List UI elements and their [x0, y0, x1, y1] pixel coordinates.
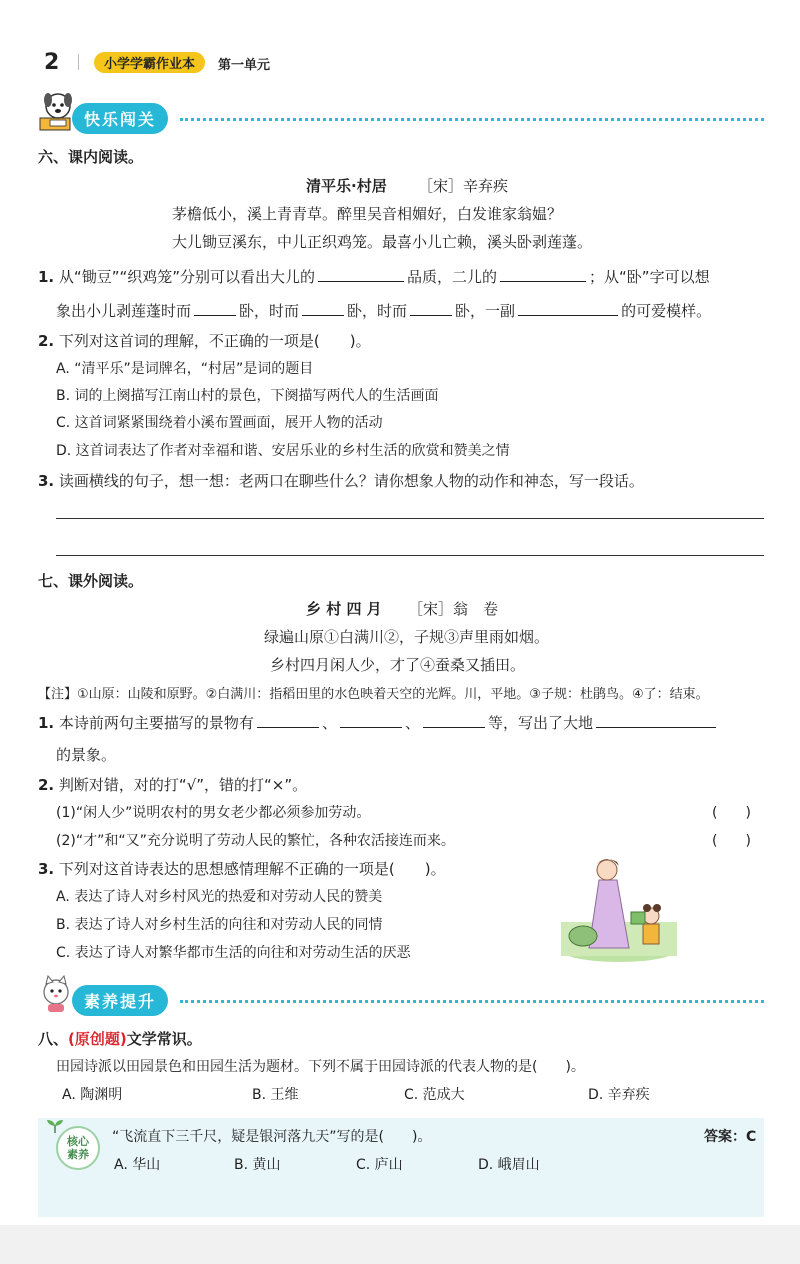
core-option-c[interactable]: C. 庐山 [356, 1157, 403, 1173]
q7-item3-stem [38, 858, 446, 879]
q6-item1-text: 品质，二儿的 [407, 268, 498, 286]
q6-item1-text: 象出小儿剥莲蓬时而 [56, 302, 192, 320]
q6-item2-text: 下列对这首词的理解，不正确的一项是( )。 [58, 332, 371, 350]
q6-option-b[interactable]: B. 词的上阕描写江南山村的景色，下阕描写两代人的生活画面 [56, 388, 439, 404]
writing-line[interactable] [56, 518, 764, 519]
q7-item1-text: 本诗前两句主要描写的景物有 [58, 714, 254, 732]
judge-answer-paren[interactable]: ( ) [712, 805, 751, 821]
answer-label: 答案： [704, 1129, 746, 1145]
q7-item1-line1 [38, 712, 719, 733]
q6-item1-text: 卧，时而 [347, 302, 408, 320]
q6-poem-line1: 茅檐低小，溪上青青草。醉里吴音相媚好，白发谁家翁媪？ [172, 205, 563, 223]
q6-item1-text: 从“锄豆”“织鸡笼”分别可以看出大儿的 [58, 268, 316, 286]
q8-option-a[interactable]: A. 陶渊明 [62, 1087, 123, 1103]
answer-blank[interactable] [518, 301, 618, 316]
answer-blank[interactable] [257, 713, 319, 728]
q7-item1-text: 、 [404, 714, 420, 732]
q7-item3-text: 下列对这首诗表达的思想感情理解不正确的一项是( )。 [58, 860, 446, 878]
q8-heading-text: 文学常识。 [126, 1030, 202, 1048]
header-divider [78, 54, 79, 70]
q8-option-d[interactable]: D. 辛弃疾 [588, 1087, 650, 1103]
writing-line[interactable] [56, 555, 764, 556]
q7-heading: 七、课外阅读。 [38, 572, 144, 590]
q7-option-b[interactable]: B. 表达了诗人对乡村生活的向往和对劳动人民的同情 [56, 917, 383, 933]
q6-item1-text: 的可爱模样。 [621, 302, 712, 320]
leaf-sprout-icon [46, 1118, 64, 1132]
q6-poem-author: ［宋］辛弃疾 [418, 177, 509, 195]
page-number: 2 [44, 50, 60, 75]
q8-stem: 田园诗派以田园景色和田园生活为题材。下列不属于田园诗派的代表人物的是( )。 [56, 1059, 585, 1075]
section-label-quality: 素养提升 [72, 985, 168, 1016]
q6-poem-line2: 大儿锄豆溪东，中儿正织鸡笼。最喜小儿亡赖，溪头卧剥莲蓬。 [172, 233, 593, 251]
q6-heading: 六、课内阅读。 [38, 148, 144, 166]
original-question-tag: (原创题) [68, 1030, 127, 1048]
core-option-d[interactable]: D. 峨眉山 [478, 1157, 540, 1173]
q6-item3-text: 读画横线的句子，想一想：老两口在聊些什么？请你想象人物的动作和神态，写一段话。 [58, 472, 644, 490]
section-divider [180, 118, 764, 121]
core-option-a[interactable]: A. 华山 [114, 1157, 161, 1173]
q6-item1-text: 卧，时而 [239, 302, 300, 320]
unit-label: 第一单元 [218, 58, 271, 73]
q8-num: 八、 [38, 1030, 69, 1048]
q7-statement-1: (1)“闲人少”说明农村的男女老少都必须参加劳动。 [56, 805, 371, 821]
q8-option-c[interactable]: C. 范成大 [404, 1087, 465, 1103]
q7-statement-2: (2)“才”和“又”充分说明了劳动人民的繁忙，各种农活接连而来。 [56, 833, 455, 849]
q6-item1-text: 卧，一副 [455, 302, 516, 320]
judge-answer-paren[interactable]: ( ) [712, 833, 751, 849]
q7-note: 【注】①山原：山陵和原野。②白满川：指稻田里的水色映着天空的光辉。川，平地。③子规：杜鹃鸟。④了：结束。 [38, 687, 709, 702]
answer-blank[interactable] [318, 267, 404, 282]
q6-item1-line2 [56, 300, 711, 321]
q8-heading [38, 1028, 202, 1049]
answer-blank[interactable] [194, 301, 236, 316]
q6-item3-num: 3. [38, 472, 55, 490]
q7-item1-num: 1. [38, 714, 55, 732]
q7-item1-line2: 的景象。 [56, 746, 117, 764]
q7-option-a[interactable]: A. 表达了诗人对乡村风光的热爱和对劳动人民的赞美 [56, 889, 383, 905]
q6-item2-num: 2. [38, 332, 55, 350]
q7-poem-line2: 乡村四月闲人少，才了④蚕桑又插田。 [270, 656, 526, 674]
q7-item1-text: 等，写出了大地 [487, 714, 593, 732]
answer-blank[interactable] [423, 713, 485, 728]
q7-item3-num: 3. [38, 860, 55, 878]
q8-option-b[interactable]: B. 王维 [252, 1087, 299, 1103]
answer-blank[interactable] [302, 301, 344, 316]
q7-item2-num: 2. [38, 776, 55, 794]
q7-poem-author: ［宋］翁 卷 [408, 600, 499, 618]
answer-blank[interactable] [596, 713, 716, 728]
core-literacy-badge [56, 1126, 100, 1170]
answer-blank[interactable] [500, 267, 586, 282]
q6-item1-text: ；从“卧”字可以想 [589, 268, 710, 286]
q6-item3-stem [38, 470, 644, 491]
book-title-badge: 小学学霸作业本 [94, 52, 205, 73]
cartoon-dog-reading-icon [38, 90, 78, 132]
q6-item1-num: 1. [38, 268, 55, 286]
q6-poem-title: 清平乐·村居 [306, 177, 387, 195]
q7-poem-title: 乡 村 四 月 [306, 600, 382, 618]
section-label-happy: 快乐闯关 [72, 103, 168, 134]
q7-item1-text: 、 [321, 714, 337, 732]
q6-option-a[interactable]: A. “清平乐”是词牌名，“村居”是词的题目 [56, 361, 314, 377]
q6-option-c[interactable]: C. 这首词紧紧围绕着小溪布置画面，展开人物的活动 [56, 415, 383, 431]
q7-poem-line1: 绿遍山原①白满川②，子规③声里雨如烟。 [264, 628, 550, 646]
page-bottom-margin [0, 1225, 800, 1264]
q6-item2-stem [38, 330, 371, 351]
answer-blank[interactable] [340, 713, 402, 728]
q7-option-c[interactable]: C. 表达了诗人对繁华都市生活的向往和对劳动生活的厌恶 [56, 945, 411, 961]
badge-text: 素养 [67, 1148, 89, 1161]
answer-display [704, 1126, 756, 1146]
answer-value: C [746, 1129, 757, 1145]
q7-item2-stem [38, 774, 307, 795]
answer-blank[interactable] [410, 301, 452, 316]
mother-and-child-picking-mulberry-illustration [559, 850, 679, 962]
cartoon-cat-icon [38, 974, 74, 1014]
core-option-b[interactable]: B. 黄山 [234, 1157, 281, 1173]
q6-item1-line1 [38, 266, 710, 287]
badge-text: 核心 [67, 1135, 89, 1148]
q6-option-d[interactable]: D. 这首词表达了作者对幸福和谐、安居乐业的乡村生活的欣赏和赞美之情 [56, 443, 510, 459]
section-divider [180, 1000, 764, 1003]
q7-item2-text: 判断对错，对的打“√”，错的打“×”。 [58, 776, 308, 794]
core-stem: “飞流直下三千尺，疑是银河落九天”写的是( )。 [112, 1129, 432, 1145]
